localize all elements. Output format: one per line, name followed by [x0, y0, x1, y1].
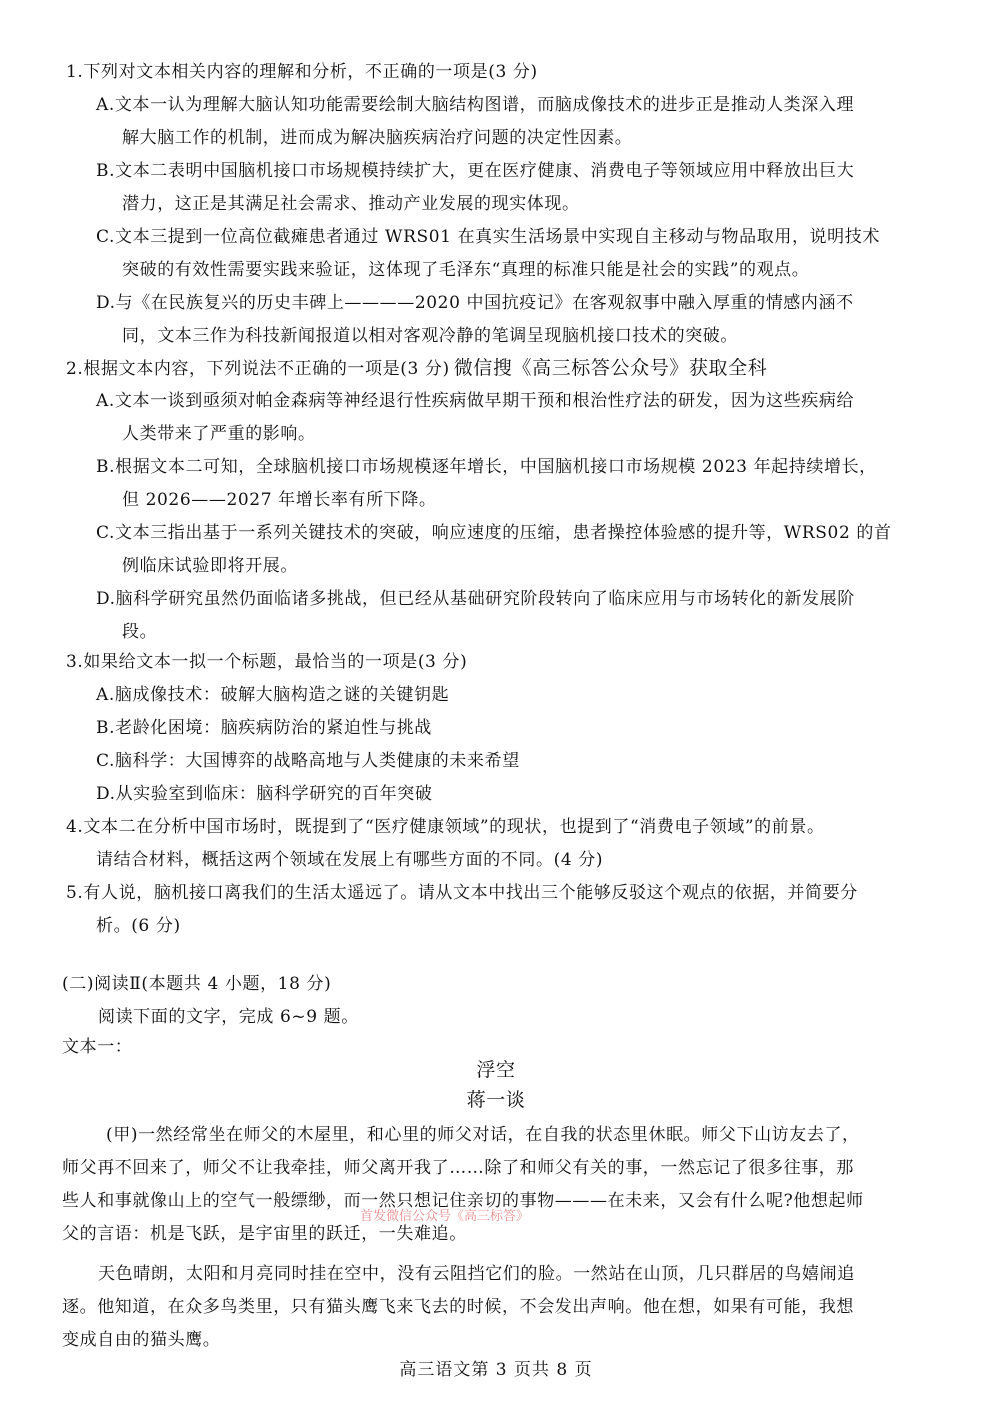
section2-heading: (二)阅读Ⅱ(本题共 4 小题，18 分): [62, 974, 332, 994]
q1-option-b: B.文本二表明中国脑机接口市场规模持续扩大，更在医疗健康、消费电子等领域应用中释放出巨大: [96, 161, 855, 181]
q3-option-d: D.从实验室到临床：脑科学研究的百年突破: [96, 784, 433, 804]
q1-stem: 1.下列对文本相关内容的理解和分析，不正确的一项是(3 分): [66, 62, 538, 82]
q2-option-c-cont: 例临床试验即将开展。: [122, 556, 298, 576]
q1-option-d: D.与《在民族复兴的历史丰碑上————2020 中国抗疫记》在客观叙事中融入厚重的情感内涵不: [96, 293, 854, 313]
q1-option-a-cont: 解大脑工作的机制，进而成为解决脑疾病治疗问题的决定性因素。: [122, 128, 633, 148]
story-p1-line2: 师父再不回来了，师父不让我牵挂，师父离开我了……除了和师父有关的事，一然忘记了很多往事，那: [62, 1158, 854, 1178]
story-p2-line1: 天色晴朗，太阳和月亮同时挂在空中，没有云阻挡它们的脸。一然站在山顶，几只群居的鸟嬉闹追: [98, 1264, 855, 1284]
q2-option-a: A.文本一谈到亟须对帕金森病等神经退行性疾病做早期干预和根治性疗法的研发，因为这些疾病给: [96, 391, 855, 411]
promo-text: 微信搜《高三标答公众号》获取全科: [453, 357, 768, 379]
q1-option-a: A.文本一认为理解大脑认知功能需要绘制大脑结构图谱，而脑成像技术的进步正是推动人类深入理: [96, 95, 855, 115]
q3-option-b: B.老龄化困境：脑疾病防治的紧迫性与挑战: [96, 718, 432, 738]
q2-option-a-cont: 人类带来了严重的影响。: [122, 424, 316, 444]
q5-stem: 5.有人说，脑机接口离我们的生活太遥远了。请从文本中找出三个能够反驳这个观点的依据，并简要分: [66, 883, 858, 903]
q2-option-d-cont: 段。: [122, 622, 158, 642]
q2-option-d: D.脑科学研究虽然仍面临诸多挑战，但已经从基础研究阶段转向了临床应用与市场转化的新发展阶: [96, 589, 855, 609]
q3-option-a: A.脑成像技术：破解大脑构造之谜的关键钥匙: [96, 685, 450, 705]
q2-stem: 2.根据文本内容，下列说法不正确的一项是(3 分): [66, 359, 450, 379]
story-title: 浮空: [476, 1059, 516, 1081]
page-footer: 高三语文第 3 页共 8 页: [399, 1360, 593, 1380]
story-p1-line3: 些人和事就像山上的空气一般缥缈，而一然只想记住亲切的事物———在未来，又会有什么呢?他想起师: [62, 1191, 864, 1211]
story-p1-line4: 父的言语：机是飞跃，是宇宙里的跃迁，一失难追。: [62, 1224, 467, 1244]
story-author: 蒋一谈: [466, 1089, 526, 1111]
watermark: 首发微信公众号《高三标答》: [360, 1209, 530, 1224]
q5-stem-cont: 析。(6 分): [96, 916, 181, 936]
story-p2-line2: 逐。他知道，在众多鸟类里，只有猫头鹰飞来飞去的时候，不会发出声响。他在想，如果有可能，我想: [62, 1297, 854, 1317]
story-p1-line1: (甲)一然经常坐在师父的木屋里，和心里的师父对话，在自我的状态里休眠。师父下山访友去了，: [106, 1125, 860, 1145]
q1-option-b-cont: 潜力，这正是其满足社会需求、推动产业发展的现实体现。: [122, 194, 580, 214]
q3-stem: 3.如果给文本一拟一个标题，最恰当的一项是(3 分): [66, 652, 468, 672]
q2-option-b-cont: 但 2026——2027 年增长率有所下降。: [122, 490, 437, 510]
q4-stem: 4.文本二在分析中国市场时，既提到了“医疗健康领域”的现状，也提到了“消费电子领域”的前景。: [66, 817, 825, 837]
q1-option-c-cont: 突破的有效性需要实践来验证，这体现了毛泽东“真理的标准只能是社会的实践”的观点。: [122, 260, 810, 280]
q4-stem-cont: 请结合材料，概括这两个领域在发展上有哪些方面的不同。(4 分): [96, 850, 604, 870]
q2-stem-line: [66, 356, 767, 381]
q2-option-c: C.文本三指出基于一系列关键技术的突破，响应速度的压缩，患者操控体验感的提升等，WRS02 的首: [96, 523, 892, 543]
text-one-label: 文本一：: [62, 1037, 133, 1057]
section2-instruction: 阅读下面的文字，完成 6~9 题。: [98, 1007, 359, 1027]
q3-option-c: C.脑科学：大国博弈的战略高地与人类健康的未来希望: [96, 751, 520, 771]
story-p2-line3: 变成自由的猫头鹰。: [62, 1330, 221, 1350]
q1-option-d-cont: 同，文本三作为科技新闻报道以相对客观冷静的笔调呈现脑机接口技术的突破。: [122, 326, 738, 346]
q1-option-c: C.文本三提到一位高位截瘫患者通过 WRS01 在真实生活场景中实现自主移动与物品取用，说明技术: [96, 227, 880, 247]
q2-option-b: B.根据文本二可知，全球脑机接口市场规模逐年增长，中国脑机接口市场规模 2023 年起持续增长，: [96, 457, 877, 477]
